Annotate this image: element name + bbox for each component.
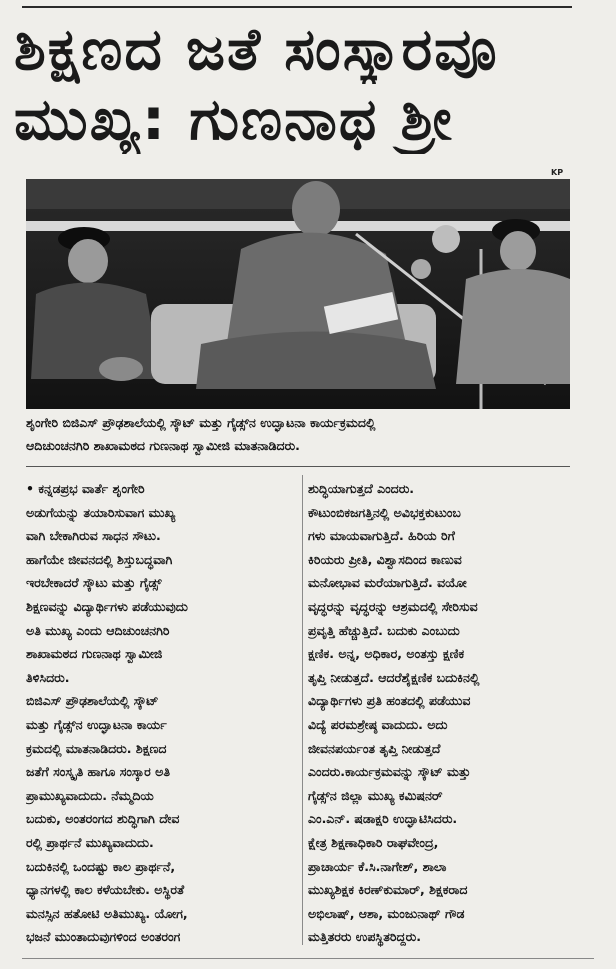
headline-line-1: ಶಿಕ್ಷಣದ ಜತೆ ಸಂಸ್ಕಾರವೂ <box>14 15 499 83</box>
article-line: ಎಂದರು.ಕಾರ್ಯಕ್ರಮವನ್ನು ಸ್ಕೌಟ್ ಮತ್ತು <box>308 764 471 780</box>
article-line: ಬದುಕಿನಲ್ಲಿ ಒಂದಷ್ಟು ಕಾಲ ಪ್ರಾರ್ಥನೆ, <box>26 858 176 874</box>
article-line: ಅತಿ ಮುಖ್ಯ ಎಂದು ಆದಿಚುಂಚನಗಿರಿ <box>26 622 170 638</box>
dateline-bullet: • <box>26 481 34 496</box>
column-divider <box>302 475 303 945</box>
article-line: ಕ್ರಮದಲ್ಲಿ ಮಾತನಾಡಿದರು. ಶಿಕ್ಷಣದ <box>26 740 167 756</box>
article-line: ವಿದ್ಯೆ ಪರಮಶ್ರೇಷ್ಠ ವಾದುದು. ಅದು <box>308 716 448 732</box>
caption-line: ಶೃಂಗೇರಿ ಬಿಜಿಎಸ್ ಪ್ರೌಢಶಾಲೆಯಲ್ಲಿ ಸ್ಕೌಟ್ ಮತ್ತು ಗೈಡ್ಸ್‌ನ ಉದ್ಘಾಟನಾ ಕಾರ್ಯಕ್ರಮದಲ್ಲಿ <box>26 415 376 430</box>
article-line: ಜತೆಗೆ ಸಂಸ್ಕೃತಿ ಹಾಗೂ ಸಂಸ್ಕಾರ ಅತಿ <box>26 764 170 780</box>
article-column-right <box>308 477 574 949</box>
article-line: ಮನೋಭಾವ ಮರೆಯಾಗುತ್ತಿದೆ. ವಯೋ <box>308 575 467 591</box>
caption-rule <box>26 466 570 467</box>
headline <box>14 14 594 154</box>
article-line: ವಿದ್ಯಾರ್ಥಿಗಳು ಪ್ರತಿ ಹಂತದಲ್ಲಿ ಪಡೆಯುವ <box>308 693 471 709</box>
article-line: ತೃಪ್ತಿ ನೀಡುತ್ತದೆ. ಆದರೆಶೈಕ್ಷಣಿಕ ಬದುಕಿನಲ್ಲಿ <box>308 669 480 685</box>
article-line: ಎಂ.ಎನ್. ಷಡಾಕ್ಷರಿ ಉದ್ಘಾಟಿಸಿದರು. <box>308 811 458 827</box>
article-line: ಕಿರಿಯರು ಪ್ರೀತಿ, ವಿಶ್ವಾಸದಿಂದ ಕಾಣುವ <box>308 551 462 567</box>
article-line: ಅಭಿಲಾಷ್, ಆಶಾ, ಮಂಜುನಾಥ್ ಗೌಡ <box>308 905 465 921</box>
news-photo <box>26 179 570 409</box>
article-line: ಮನಸ್ಸಿನ ಹತೋಟಿ ಅತಿಮುಖ್ಯ. ಯೋಗ, <box>26 905 188 921</box>
article-line: ಗಳು ಮಾಯವಾಗುತ್ತಿದೆ. ಹಿರಿಯ ರಿಗೆ <box>308 528 455 544</box>
article-line: ಬಿಜಿಎಸ್ ಪ್ರೌಢಶಾಲೆಯಲ್ಲಿ ಸ್ಕೌಟ್ <box>26 693 159 709</box>
article-line: ವೃದ್ಧರನ್ನು ವೃದ್ಧರನ್ನು ಆಶ್ರಮದಲ್ಲಿ ಸೇರಿಸುವ <box>308 598 478 614</box>
article-line: ಗೈಡ್ಸ್‌ನ ಜಿಲ್ಲಾ ಮುಖ್ಯ ಕಮಿಷನರ್ <box>308 787 443 803</box>
bottom-rule <box>22 958 594 959</box>
article-line: ರಲ್ಲಿ ಪ್ರಾರ್ಥನೆ ಮುಖ್ಯವಾದುದು. <box>26 834 154 850</box>
dateline <box>26 477 302 501</box>
article-line: ಮತ್ತು ಗೈಡ್ಸ್‌ನ ಉದ್ಘಾಟನಾ ಕಾರ್ಯ <box>26 716 167 732</box>
article-line: ಶುದ್ಧಿಯಾಗುತ್ತದೆ ಎಂದರು. <box>308 481 415 496</box>
caption-line: ಆದಿಚುಂಚನಗಿರಿ ಶಾಖಾಮಠದ ಗುಣನಾಥ ಸ್ವಾಮೀಜಿ ಮಾತನಾಡಿದರು. <box>26 438 300 453</box>
article-line: ಇರಬೇಕಾದರೆ ಸ್ಕೌಟು ಮತ್ತು ಗೈಡ್ಸ್ <box>26 575 162 591</box>
article-line: ಮುಖ್ಯಶಿಕ್ಷಕ ಕಿರಣ್‌ಕುಮಾರ್, ಶಿಕ್ಷಕರಾದ <box>308 882 468 898</box>
article-line: ಶಾಖಾಮಠದ ಗುಣನಾಥ ಸ್ವಾಮೀಜಿ <box>26 646 163 662</box>
article-column-left <box>26 477 302 949</box>
top-rule <box>22 6 572 8</box>
article-line: ಮತ್ತಿತರರು ಉಪಸ್ಥಿತರಿದ್ದರು. <box>308 929 422 945</box>
photo-credit: KP <box>551 168 564 177</box>
dateline-source: ಕನ್ನಡಪ್ರಭ ವಾರ್ತೆ <box>38 481 109 496</box>
photo-caption <box>26 411 570 457</box>
article-line: ವಾಗಿ ಬೇಕಾಗಿರುವ ಸಾಧನ ಸೌಟು. <box>26 528 161 544</box>
article-line: ಕ್ಷೇತ್ರ ಶಿಕ್ಷಣಾಧಿಕಾರಿ ರಾಘವೇಂದ್ರ, <box>308 834 439 850</box>
article-line: ಜೀವನಪರ್ಯಂತ ತೃಪ್ತಿ ನೀಡುತ್ತದೆ <box>308 740 441 756</box>
article-line: ಭಜನೆ ಮುಂತಾದುವುಗಳಿಂದ ಅಂತರಂಗ <box>26 929 181 945</box>
photo-illustration <box>26 179 570 409</box>
article-line: ಪ್ರವೃತ್ತಿ ಹೆಚ್ಚುತ್ತಿದೆ. ಬದುಕು ಎಂಬುದು <box>308 622 460 638</box>
dateline-place: ಶೃಂಗೇರಿ <box>112 481 145 496</box>
article-line: ಹಾಗೆಯೇ ಜೀವನದಲ್ಲಿ ಶಿಸ್ತುಬದ್ಧವಾಗಿ <box>26 551 173 567</box>
article-line: ತಿಳಿಸಿದರು. <box>26 669 70 685</box>
headline-line-2: ಮುಖ್ಯ: ಗುಣನಾಥ ಶ್ರೀ <box>14 85 454 153</box>
article-line: ಕೌಟುಂಬಿಕಜಗತ್ತಿನಲ್ಲಿ ಅವಿಭಕ್ತಕುಟುಂಬ <box>308 504 461 520</box>
article-line: ಪ್ರಾಚಾರ್ಯ ಕೆ.ಸಿ.ನಾಗೇಶ್, ಶಾಲಾ <box>308 858 447 874</box>
article-line: ಕ್ಷಣಿಕ. ಅನ್ನ, ಅಧಿಕಾರ, ಅಂತಸ್ತು ಕ್ಷಣಿಕ <box>308 646 465 662</box>
article-line: ಪ್ರಾಮುಖ್ಯವಾದುದು. ನೆಮ್ಮದಿಯ <box>26 787 154 803</box>
article-line: ಧ್ಯಾನಗಳಲ್ಲಿ ಕಾಲ ಕಳೆಯಬೇಕು. ಅಸ್ಥಿರತೆ <box>26 882 185 898</box>
article-line: ಶಿಕ್ಷಣವನ್ನು ವಿದ್ಯಾರ್ಥಿಗಳು ಪಡೆಯುವುದು <box>26 598 188 614</box>
article-line: ಅಡುಗೆಯನ್ನು ತಯಾರಿಸುವಾಗ ಮುಖ್ಯ <box>26 504 176 520</box>
article-line: ಬದುಕು, ಅಂತರಂಗದ ಶುದ್ಧಿಗಾಗಿ ದೇವ <box>26 811 180 827</box>
